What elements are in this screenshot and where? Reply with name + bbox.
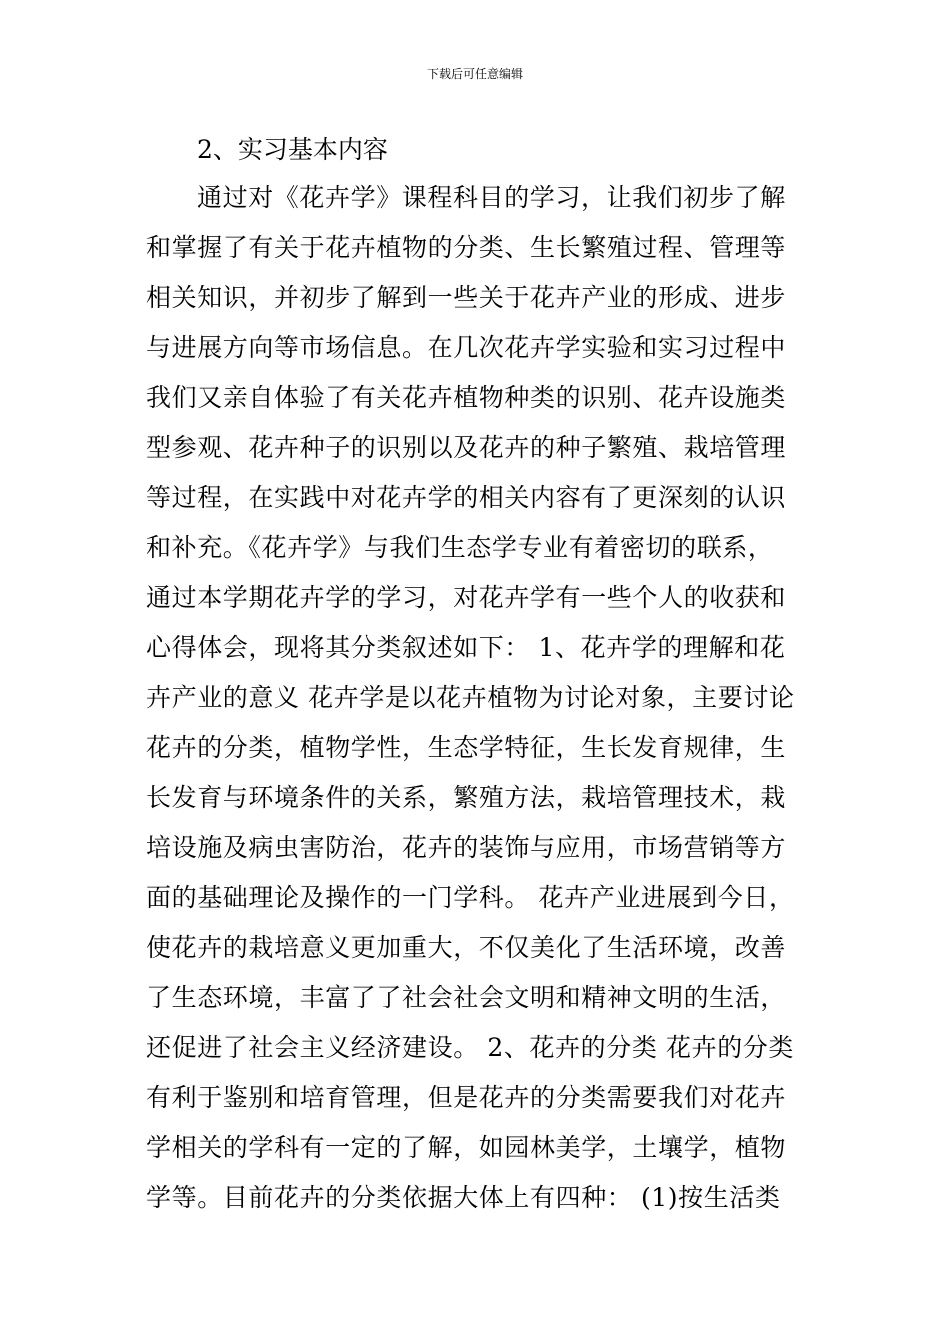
paragraph-line: 学等。目前花卉的分类依据大体上有四种： (1)按生活类 bbox=[146, 1183, 781, 1212]
paragraph-line: 面的基础理论及操作的一门学科。 花卉产业进展到今日， bbox=[146, 883, 795, 912]
paragraph-line: 与进展方向等市场信息。在几次花卉学实验和实习过程中 bbox=[146, 333, 787, 362]
paragraph-line: 长发育与环境条件的关系，繁殖方法，栽培管理技术，栽 bbox=[146, 783, 787, 812]
paragraph-line: 了生态环境，丰富了了社会社会文明和精神文明的生活， bbox=[146, 983, 787, 1012]
paragraph-line: 学相关的学科有一定的了解，如园林美学，土壤学，植物 bbox=[146, 1133, 787, 1162]
paragraph-line: 花卉的分类，植物学性，生态学特征，生长发育规律，生 bbox=[146, 733, 787, 762]
paragraph-line: 通过本学期花卉学的学习，对花卉学有一些个人的收获和 bbox=[146, 583, 787, 612]
paragraph-line: 使花卉的栽培意义更加重大，不仅美化了生活环境，改善 bbox=[146, 933, 787, 962]
paragraph-line: 卉产业的意义 花卉学是以花卉植物为讨论对象，主要讨论 bbox=[146, 683, 795, 712]
section-title: 2、实习基本内容 bbox=[197, 135, 388, 164]
paragraph-line: 培设施及病虫害防治，花卉的装饰与应用，市场营销等方 bbox=[146, 833, 787, 862]
paragraph-line: 有利于鉴别和培育管理，但是花卉的分类需要我们对花卉 bbox=[146, 1083, 787, 1112]
header-note: 下载后可任意编辑 bbox=[426, 67, 523, 81]
paragraph-line: 和补充。《花卉学》与我们生态学专业有着密切的联系， bbox=[146, 533, 774, 562]
paragraph-line: 通过对《花卉学》课程科目的学习，让我们初步了解 bbox=[197, 183, 786, 212]
paragraph-line: 相关知识，并初步了解到一些关于花卉产业的形成、进步 bbox=[146, 283, 787, 312]
paragraph-line: 等过程，在实践中对花卉学的相关内容有了更深刻的认识 bbox=[146, 483, 787, 512]
paragraph-line: 还促进了社会主义经济建设。 2、花卉的分类 花卉的分类 bbox=[146, 1033, 795, 1062]
paragraph-line: 型参观、花卉种子的识别以及花卉的种子繁殖、栽培管理 bbox=[146, 433, 787, 462]
paragraph-line: 我们又亲自体验了有关花卉植物种类的识别、花卉设施类 bbox=[146, 383, 787, 412]
paragraph-line: 心得体会，现将其分类叙述如下： 1、花卉学的理解和花 bbox=[146, 633, 786, 662]
paragraph-line: 和掌握了有关于花卉植物的分类、生长繁殖过程、管理等 bbox=[146, 233, 787, 262]
